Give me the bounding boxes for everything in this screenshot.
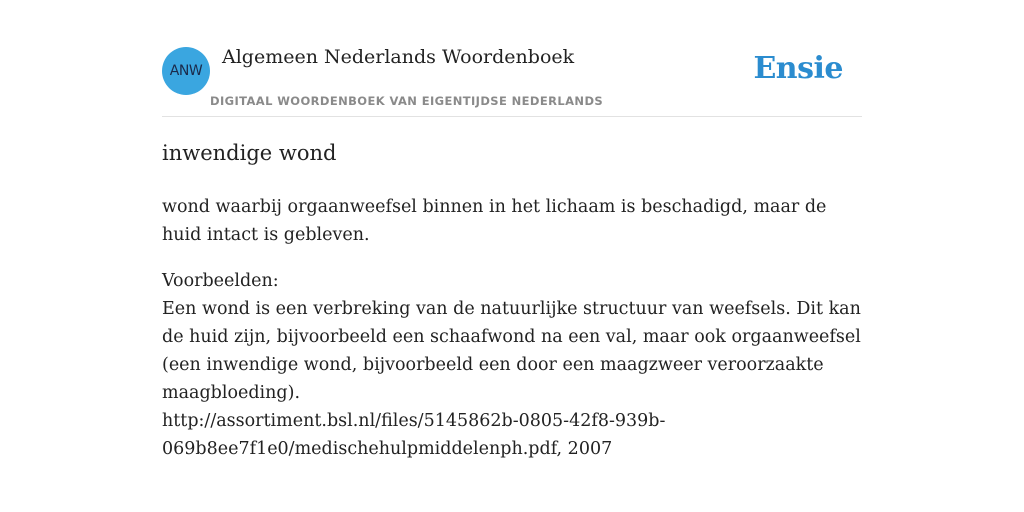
- dictionary-subtitle: DIGITAAL WOORDENBOEK VAN EIGENTIJDSE NEDERLANDS: [210, 94, 604, 108]
- entry-definition: wond waarbij orgaanweefsel binnen in het lichaam is beschadigd, maar de huid intact is gebleven.: [162, 197, 827, 245]
- examples-label: Voorbeelden:: [162, 271, 279, 291]
- anw-logo[interactable]: ANW: [162, 47, 210, 95]
- examples-section: [162, 267, 862, 463]
- ensie-logo[interactable]: Ensie: [753, 51, 843, 86]
- entry-term: inwendige wond: [162, 141, 337, 165]
- dictionary-title[interactable]: Algemeen Nederlands Woordenboek: [222, 46, 575, 68]
- header: [162, 0, 862, 117]
- example-text: Een wond is een verbreking van de natuurlijke structuur van weefsels. Dit kan de huid zijn, bijvoorbeeld een schaafwond na een val, maar ook orgaanweefsel (een inwendige wond, bijvoorbeeld een door een maagzweer veroorzaakte maagbloeding).: [162, 299, 861, 403]
- example-source: http://assortiment.bsl.nl/files/5145862b-0805-42f8-939b-069b8ee7f1e0/medischehulpmiddelenph.pdf, 2007: [162, 411, 666, 459]
- entry-card: [162, 0, 862, 459]
